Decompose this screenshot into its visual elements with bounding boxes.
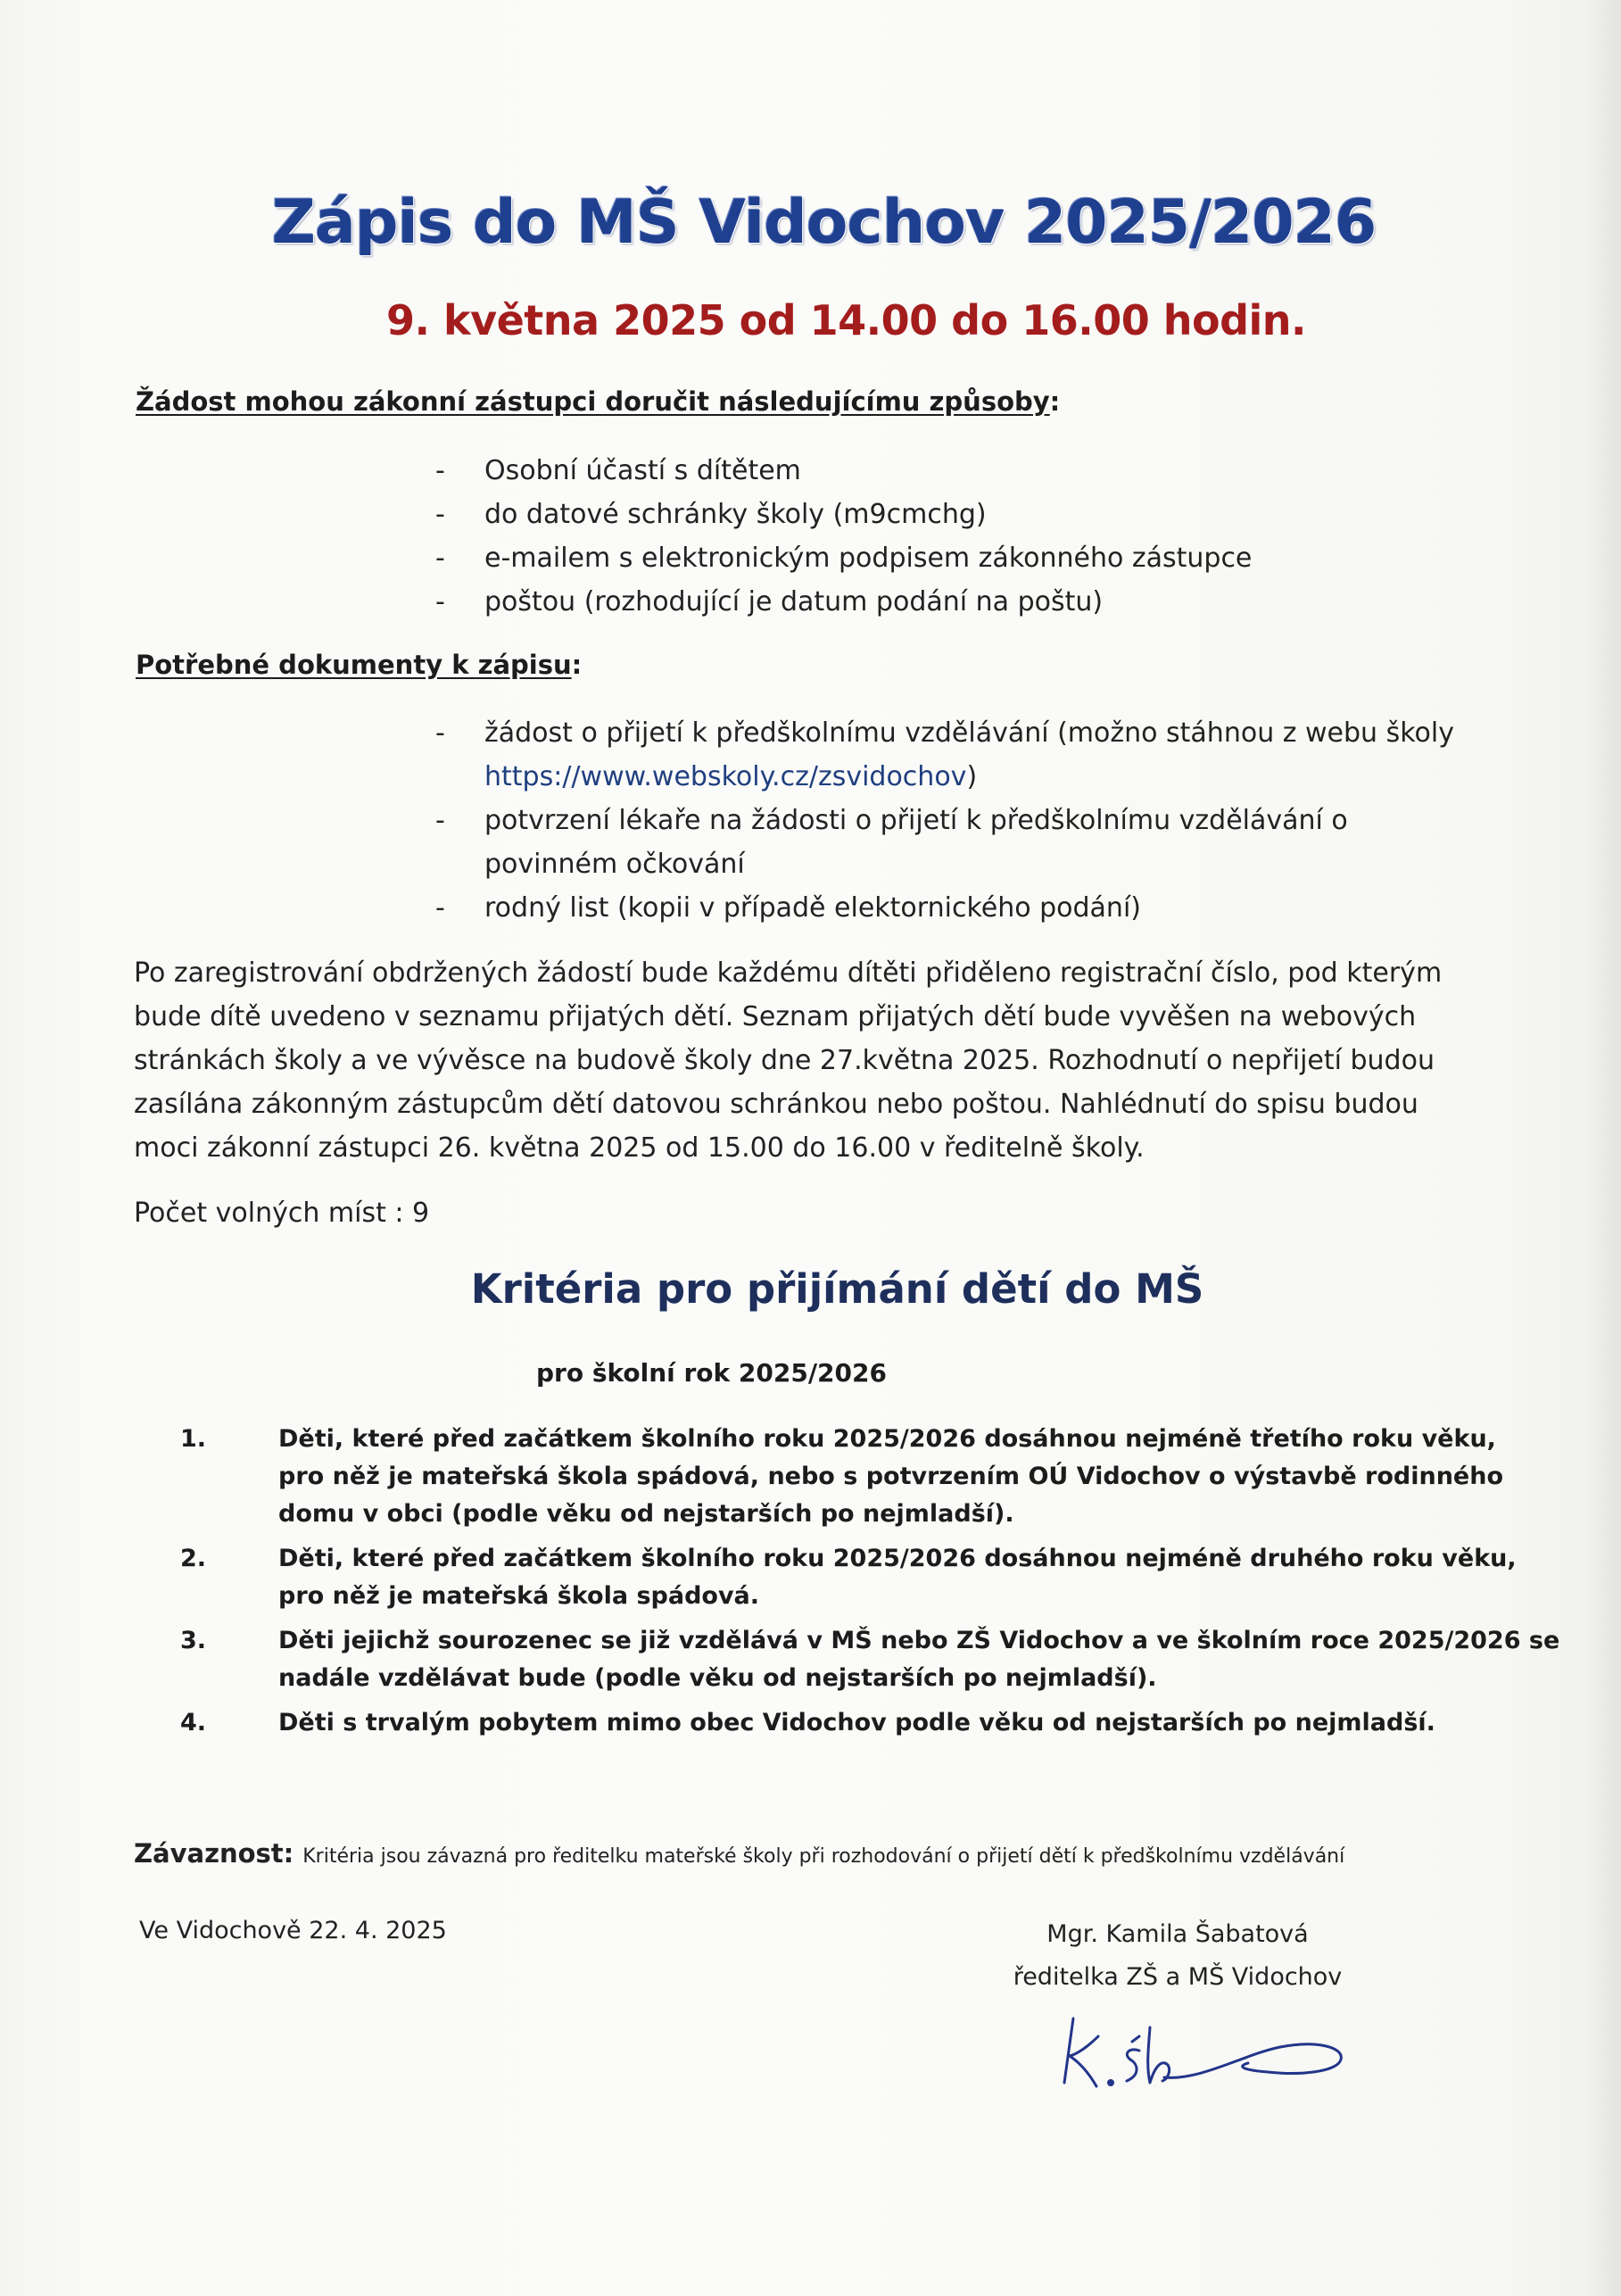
document-subtitle-date: 9. května 2025 od 14.00 do 16.00 hodin. [386,296,1306,344]
criteria-line: Děti, které před začátkem školního roku 2025/2026 dosáhnou nejméně druhého roku věku, [278,1545,1517,1572]
document-item-2-line-2: povinném očkování [484,849,745,880]
criteria-item [180,1421,1504,1533]
paragraph-line: stránkách školy a ve vývěsce na budově školy dne 27.května 2025. Rozhodnutí o nepřijetí budou [134,1045,1435,1076]
list-item [435,799,1454,886]
list-item: - do datové schránky školy (m9cmchg) [435,493,1252,536]
criteria-line: pro něž je mateřská škola spádová. [278,1582,760,1610]
submission-heading-text: Žádost mohou zákonní zástupci doručit následujícímu způsoby [136,386,1050,417]
binding-text: Kritéria jsou závazná pro ředitelku mateřské školy při rozhodování o přijetí dětí k předškolnímu vzdělávání [302,1845,1345,1868]
document-item-1-line-2 [484,755,1454,799]
criteria-subtitle: pro školní rok 2025/2026 [536,1358,887,1388]
document-item-2-line-1: - potvrzení lékaře na žádosti o přijetí k předškolnímu vzdělávání o [484,805,1348,836]
criteria-item [180,1540,1517,1615]
criteria-line: Děti s trvalým pobytem mimo obec Vidochov podle věku od nejstarších po nejmladší. [278,1709,1435,1737]
criteria-line: pro něž je mateřská škola spádová, nebo s potvrzením OÚ Vidochov o výstavbě rodinného [278,1463,1504,1490]
list-item [435,711,1454,799]
criteria-title: Kritéria pro přijímání dětí do MŠ [470,1265,1204,1313]
criteria-line: Děti jejichž sourozenec se již vzdělává v MŠ nebo ZŠ Vidochov a ve školním roce 2025/2026 se [278,1627,1560,1654]
documents-heading [136,650,582,680]
criteria-line: Děti, které před začátkem školního roku 2025/2026 dosáhnou nejméně třetího roku věku, [278,1425,1496,1453]
criteria-item [180,1704,1483,1742]
list-item: - poštou (rozhodující je datum podání na poštu) [435,580,1252,624]
paragraph-line: zasílána zákonným zástupcům dětí datovou schránkou nebo poštou. Nahlédnutí do spisu budou [134,1089,1418,1120]
required-documents-list [435,711,1454,930]
criteria-number: 2. [180,1545,207,1572]
binding-label: Závaznost: [134,1838,294,1869]
document-item-1-line-1: - žádost o přijetí k předškolnímu vzdělávání (možno stáhnou z webu školy [484,717,1454,749]
list-item: - e-mailem s elektronickým podpisem zákonného zástupce [435,536,1252,580]
signer-role: ředitelka ZŠ a MŠ Vidochov [1013,1963,1343,1991]
registration-paragraph [134,951,1472,1170]
paragraph-line: Po zaregistrování obdržených žádostí bude každému dítěti přiděleno registrační číslo, pod kterým [134,957,1443,989]
paragraph-line: moci zákonní zástupci 26. května 2025 od 15.00 do 16.00 v ředitelně školy. [134,1132,1145,1164]
submission-heading [136,386,1060,417]
list-item: - rodný list (kopii v případě elektornického podání) [435,886,1454,930]
documents-heading-colon: : [571,650,583,680]
place-and-date: Ve Vidochově 22. 4. 2025 [139,1917,447,1944]
handwritten-signature [1057,2001,1360,2099]
admission-criteria-list [180,1421,1560,1749]
documents-heading-text: Potřebné dokumenty k zápisu [136,650,572,680]
criteria-line: nadále vzdělávat bude (podle věku od nejstarších po nejmladší). [278,1664,1157,1692]
criteria-number: 4. [180,1709,207,1737]
criteria-number: 1. [180,1425,207,1453]
list-item: - Osobní účastí s dítětem [435,449,1252,493]
paragraph-line: bude dítě uvedeno v seznamu přijatých dětí. Seznam přijatých dětí bude vyvěšen na webových [134,1001,1417,1032]
free-places-count: Počet volných míst : 9 [134,1198,430,1229]
link-close-paren: ) [966,761,978,792]
criteria-number: 3. [180,1627,207,1654]
document-title: Zápis do MŠ Vidochov 2025/2026 [271,187,1377,258]
school-website-link[interactable]: https://www.webskoly.cz/zsvidochov [484,761,967,792]
binding-note [134,1838,1344,1869]
signer-name: Mgr. Kamila Šabatová [1046,1920,1309,1948]
criteria-item [180,1622,1560,1697]
criteria-line: domu v obci (podle věku od nejstarších po nejmladší). [278,1500,1014,1528]
signer-block [981,1913,1374,1999]
submission-heading-colon: : [1049,386,1061,417]
submission-methods-list [435,449,1252,624]
